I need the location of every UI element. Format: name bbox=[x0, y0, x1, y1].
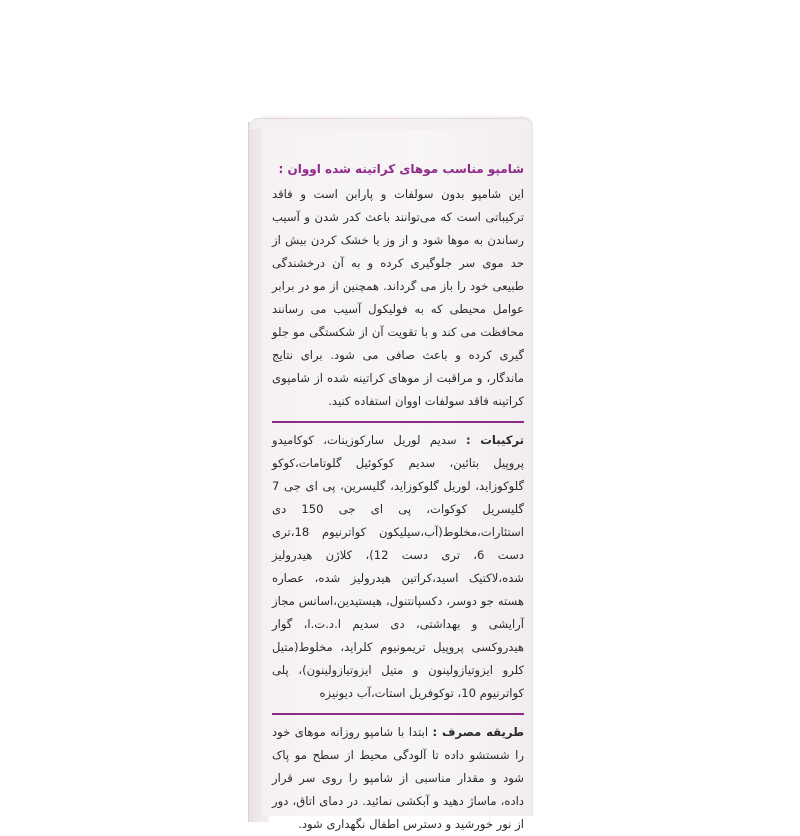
ingredients-title: ترکیبات : bbox=[465, 433, 525, 447]
box-label bbox=[272, 158, 524, 836]
section-divider bbox=[272, 713, 524, 715]
label-description: این شامپو بدون سولفات و پارابن است و فاقد ترکیباتی است که می‌توانند باعث کدر شدن و آسیب رساندن به موها شود و از وز یا خشک کردن بیش از حد موی سر جلوگیری کرده و به آن درخشندگی طبیعی خود را باز می گرداند. همچنین از مو در برابر عوامل محیطی که به فولیکول آسیب می رسانند محافظت می کند و با تقویت آن از شکستگی مو جلو گیری کرده و باعث صافی می شود. برای نتایج ماندگار، و مراقبت از موهای کراتینه شده از شامپوی کراتینه فاقد سولفات اووان استفاده کنید. bbox=[272, 187, 524, 408]
ingredients-text: سدیم لوریل سارکوزینات، کوکامیدو پروپیل بتائین، سدیم کوکوئیل گلوتامات،کوکو گلوکوزاید، لوریل گلوکوزاید، گلیسرین، پی ای جی 7 گلیسریل کوکوات، پی ای جی 150 دی استئارات،مخلوط(آب،سیلیکون کواترنیوم 18،تری دست 6، تری دست 12)، کلاژن هیدرولیز شده،لاکتیک اسید،کراتین هیدرولیز شده، عصاره هسته جو دوسر، دکسپانتنول، هیستیدین،اسانس مجاز آرایشی و بهداشتی، دی سدیم ا.د.ت.ا، گوار هیدروکسی پروپیل تریمونیوم کلراید، مخلوط(متیل کلرو ایزوتیازولینون و متیل ایزوتیازولینون)، پلی کواترنیوم 10، توکوفریل استات،آب دیونیزه bbox=[272, 433, 524, 700]
usage-text: ابتدا با شامپو روزانه موهای خود را شستشو داده تا آلودگی محیط از سطح مو پاک شود و مقدار مناسبی از شامپو را روی سر قرار داده، ماساژ دهید و آبکشی نمائید. در دمای اتاق، دور از نور خورشید و دسترس اطفال نگهداری شود. bbox=[272, 725, 524, 831]
usage-title: طریقه مصرف : bbox=[432, 725, 524, 739]
label-heading: شامپو مناسب موهای کراتینه شده اووان : bbox=[278, 162, 524, 176]
ingredients-section bbox=[272, 429, 524, 705]
box-top-edge bbox=[250, 118, 532, 129]
section-divider bbox=[272, 421, 524, 423]
usage-section bbox=[272, 721, 524, 836]
